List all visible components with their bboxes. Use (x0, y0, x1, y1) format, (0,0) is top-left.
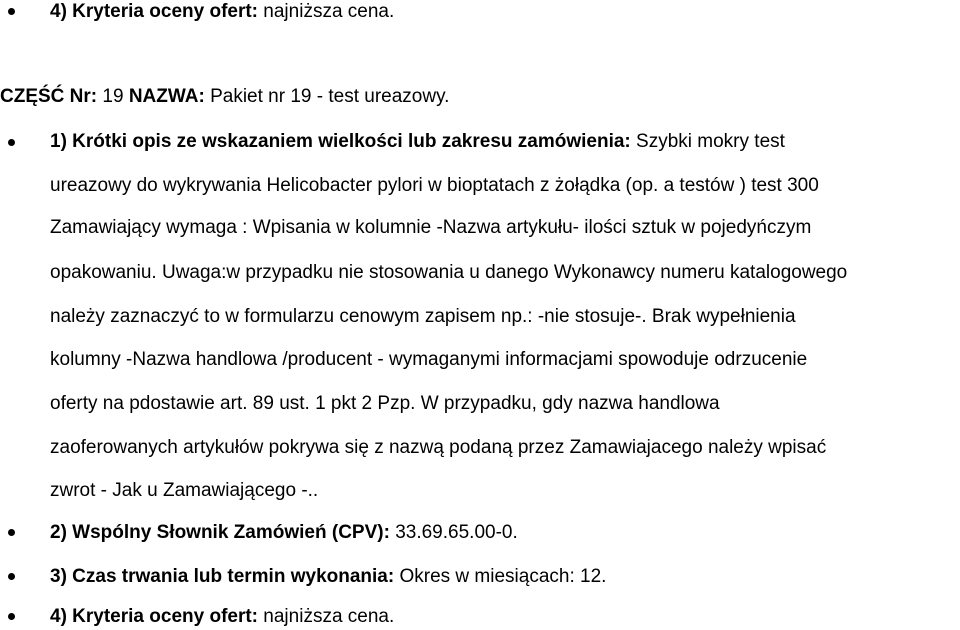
item1-line7: oferty na pdostawie art. 89 ust. 1 pkt 2 Pzp. W przypadku, gdy nazwa handlowa (50, 393, 720, 414)
item2-label: 2) Wspólny Słownik Zamówień (CPV): (50, 522, 390, 543)
item1-line3: Zamawiający wymaga : Wpisania w kolumnie -Nazwa artykułu- ilości sztuk w pojedyńczym (50, 217, 812, 238)
item1-line1-rest: Szybki mokry test (630, 131, 785, 152)
item2-line (50, 522, 518, 544)
item4-label: 4) Kryteria oceny ofert: (50, 606, 259, 627)
part-prefix: CZĘŚĆ Nr: (0, 86, 98, 107)
bullet-icon (8, 613, 15, 620)
bullet-icon (8, 573, 15, 580)
bullet-icon (8, 529, 15, 536)
criteria-value: najniższa cena. (258, 1, 395, 22)
item1-line9: zwrot - Jak u Zamawiającego -.. (50, 480, 319, 501)
part-name-label: NAZWA: (128, 86, 205, 107)
item1-line4: opakowaniu. Uwaga:w przypadku nie stosowania u danego Wykonawcy numeru katalogowego (50, 262, 848, 283)
part-heading (0, 86, 449, 108)
item4-line (50, 606, 394, 628)
item1-line2: ureazowy do wykrywania Helicobacter pylori w bioptatach z żołądka (op. a testów ) test 300 (50, 175, 819, 196)
criteria-line-top (50, 1, 394, 23)
bullet-icon (8, 139, 15, 146)
item3-line (50, 566, 606, 588)
item2-value: 33.69.65.00-0. (389, 522, 518, 543)
part-name-value: Pakiet nr 19 - test ureazowy. (204, 86, 450, 107)
criteria-label: 4) Kryteria oceny ofert: (50, 1, 259, 22)
bullet-icon (8, 8, 15, 15)
part-number: 19 (97, 86, 129, 107)
item1-line6: kolumny -Nazwa handlowa /producent - wymaganymi informacjami spowoduje odrzucenie (50, 349, 808, 370)
item1-line8: zaoferowanych artykułów pokrywa się z nazwą podaną przez Zamawiajacego należy wpisać (50, 437, 827, 458)
item1-label: 1) Krótki opis ze wskazaniem wielkości lub zakresu zamówienia: (50, 131, 631, 152)
item3-value: Okres w miesiącach: 12. (394, 566, 607, 587)
item1-line1 (50, 131, 785, 153)
item4-value: najniższa cena. (258, 606, 395, 627)
item3-label: 3) Czas trwania lub termin wykonania: (50, 566, 395, 587)
item1-line5: należy zaznaczyć to w formularzu cenowym zapisem np.: -nie stosuje-. Brak wypełnienia (50, 306, 796, 327)
